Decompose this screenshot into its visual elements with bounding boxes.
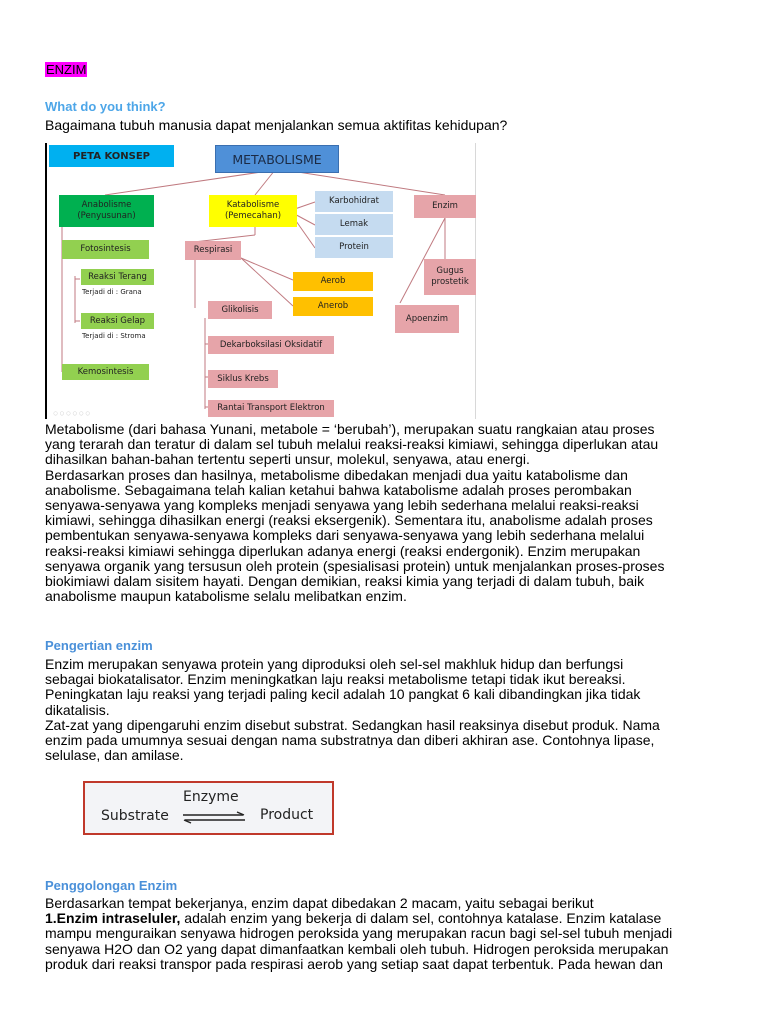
metabolisme-line-2: yang terarah dan teratur di dalam sel tubuh melalui reaksi-reaksi kimiawi, sehingga diperlukan atau (45, 436, 659, 453)
box-peta-konsep: PETA KONSEP (49, 145, 174, 167)
metabolisme-paragraph (45, 422, 664, 604)
penggolongan-line-2 (45, 911, 672, 926)
enzim-intraseluler-label: 1.Enzim intraseluler, (45, 910, 181, 927)
box-anabolisme-line2: (Penyusunan) (77, 211, 136, 221)
faded-toolbar-icons: ○○○○○○ (53, 408, 92, 418)
box-dekarboksilasi: Dekarboksilasi Oksidatif (208, 336, 334, 354)
box-katabolisme-line1: Katabolisme (226, 200, 280, 210)
metabolisme-line-10: senyawa organik yang tersusun oleh protein (spesialisasi protein) untuk menjalankan proses-proses (45, 557, 665, 574)
box-aerob: Aerob (293, 272, 373, 291)
box-katabolisme-line2: (Pemecahan) (224, 211, 282, 221)
reaction-enzyme-label: Enzyme (183, 789, 239, 805)
box-apoenzim: Apoenzim (395, 305, 459, 333)
pengertian-line-4: dikatalisis. (45, 701, 110, 718)
box-gugus-prostetik (424, 259, 476, 295)
penggolongan-line-3: mampu menguraikan senyawa hidrogen peroksida yang merupakan racun bagi sel-sel tubuh menjadi (45, 925, 673, 942)
pengertian-line-1: Enzim merupakan senyawa protein yang diproduksi oleh sel-sel makhluk hidup dan berfungsi (45, 656, 624, 672)
box-karbohidrat: Karbohidrat (315, 191, 393, 212)
metabolisme-line-11: biokimiawi dalam sisitem hayati. Dengan demikian, reaksi kimia yang terjadi di dalam tubuh, baik (45, 573, 645, 590)
box-glikolisis: Glikolisis (208, 301, 272, 319)
reaction-substrate-label: Substrate (101, 808, 169, 824)
box-reaksi-gelap: Reaksi Gelap (81, 313, 154, 329)
penggolongan-line-1: Berdasarkan tempat bekerjanya, enzim dapat dibedakan 2 macam, yaitu sebagai berikut (45, 895, 594, 911)
metabolisme-line-7: kimiawi, sehingga dihasilkan energi (reaksi eksergenik). Sementara itu, anabolisme adalah proses (45, 512, 653, 529)
metabolisme-line-9: reaksi-reaksi kimiawi sehingga diperlukan adanya energi (reaksi endergonik). Enzim merupakan (45, 542, 641, 559)
box-katabolisme (209, 195, 297, 227)
pengertian-line-2: sebagai biokatalisator. Enzim meningkatkan laju reaksi metabolisme tetapi tidak ikut bereaksi. (45, 671, 626, 688)
box-enzim: Enzim (414, 195, 476, 218)
concept-map-diagram (45, 143, 477, 419)
box-kemosintesis: Kemosintesis (62, 364, 149, 380)
metabolisme-line-8: pembentukan senyawa-senyawa kompleks dari senyawa-senyawa yang lebih sederhana melalui (45, 527, 645, 544)
box-anerob: Anerob (293, 297, 373, 316)
penggolongan-line-4: senyawa H2O dan O2 yang dapat dimanfaatkan kembali oleh tubuh. Hidrogen peroksida merupakan (45, 940, 669, 957)
note-terjadi-grana: Terjadi di : Grana (82, 288, 142, 296)
pengertian-line-7: selulase, dan amilase. (45, 747, 184, 764)
intro-question: Bagaimana tubuh manusia dapat menjalankan semua aktifitas kehidupan? (45, 117, 508, 133)
penggolongan-line-5: produk dari reaksi transpor pada respirasi aerob yang setiap saat dapat terbentuk. Pada hewan dan (45, 955, 663, 972)
pengertian-line-6: enzim pada umumnya sesuai dengan nama substratnya dan diberi akhiran ase. Contohnya lipase, (45, 732, 655, 749)
box-reaksi-terang: Reaksi Terang (81, 269, 154, 285)
box-fotosintesis: Fotosintesis (62, 240, 149, 259)
metabolisme-line-4: Berdasarkan proses dan hasilnya, metabolisme dibedakan menjadi dua yaitu katabolisme dan (45, 466, 628, 483)
box-protein: Protein (315, 237, 393, 258)
metabolisme-line-12: anabolisme maupun katabolisme selalu melibatkan enzim. (45, 588, 407, 605)
metabolisme-line-5: anabolisme. Sebagaimana telah kalian ketahui bahwa katabolisme adalah proses perombakan (45, 481, 632, 498)
note-terjadi-stroma: Terjadi di : Stroma (82, 332, 146, 340)
page-title: ENZIM (46, 62, 87, 77)
box-respirasi: Respirasi (185, 241, 241, 260)
metabolisme-line-6: senyawa-senyawa yang kompleks menjadi senyawa yang lebih sederhana melalui reaksi-reaksi (45, 497, 639, 514)
metabolisme-line-1: Metabolisme (dari bahasa Yunani, metabole = ‘berubah’), merupakan suatu rangkaian atau proses (45, 421, 655, 437)
box-siklus-krebs: Siklus Krebs (208, 370, 278, 388)
penggolongan-line-2-rest: adalah enzim yang bekerja di dalam sel, contohnya katalase. Enzim katalase (180, 910, 662, 927)
box-anabolisme-line1: Anabolisme (81, 200, 132, 210)
box-gugus-line1: Gugus (436, 266, 464, 276)
box-rantai-transport: Rantai Transport Elektron (208, 400, 334, 417)
box-metabolisme: METABOLISME (215, 145, 339, 173)
pengertian-line-5: Zat-zat yang dipengaruhi enzim disebut substrat. Sedangkan hasil reaksinya disebut produk. Nama (45, 716, 660, 733)
metabolisme-line-3: dihasilkan bahan-bahan tertentu seperti unsur, molekul, senyawa, atau energi. (45, 451, 530, 468)
pengertian-line-3: Peningkatan laju reaksi yang terjadi paling kecil adalah 10 pangkat 6 kali dibandingkan jika tidak (45, 686, 641, 703)
enzyme-reaction-diagram (83, 781, 334, 835)
section-heading-pengertian: Pengertian enzim (45, 638, 153, 653)
section-heading-penggolongan: Penggolongan Enzim (45, 878, 178, 893)
box-anabolisme (59, 195, 154, 227)
box-lemak: Lemak (315, 214, 393, 235)
reversible-arrow-icon (181, 811, 247, 825)
box-gugus-line2: prostetik (431, 277, 469, 287)
section-heading-what-do-you-think: What do you think? (45, 99, 166, 114)
penggolongan-paragraph (45, 896, 672, 972)
reaction-product-label: Product (260, 807, 314, 823)
pengertian-paragraph (45, 657, 660, 763)
